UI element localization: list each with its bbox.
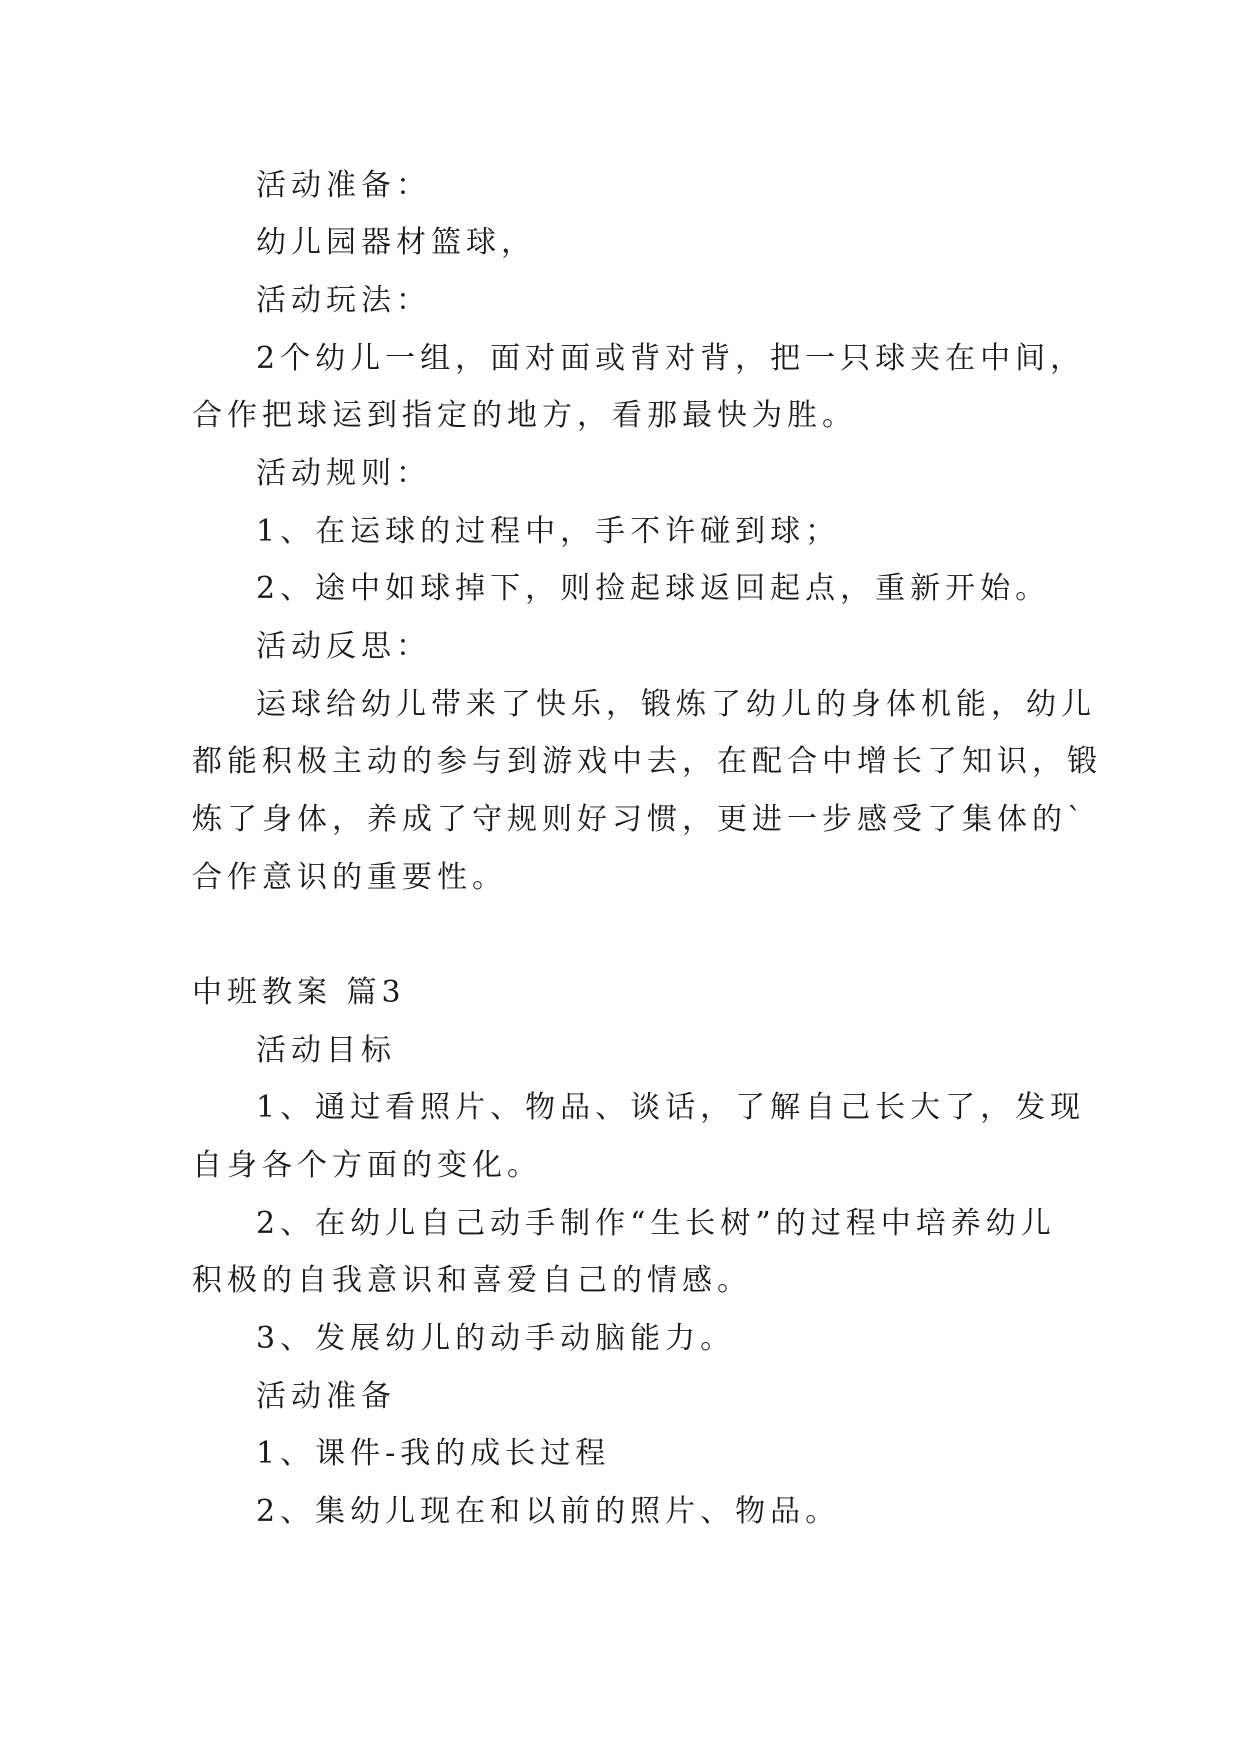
goal-1-line-1: 1、通过看照片、物品、谈话，了解自己长大了，发现: [256, 1090, 1086, 1125]
prep-item-1: 1、课件-我的成长过程: [256, 1436, 611, 1471]
reflect-paragraph-line-3: 炼了身体，养成了守规则好习惯，更进一步感受了集体的`: [192, 802, 1087, 837]
rule-item-1: 1、在运球的过程中，手不许碰到球；: [256, 514, 841, 549]
rules-heading: 活动规则：: [256, 456, 431, 491]
prep-text: 幼儿园器材篮球，: [256, 225, 536, 260]
reflect-paragraph-line-2: 都能积极主动的参与到游戏中去，在配合中增长了知识，锻: [192, 744, 1102, 779]
goal-2-line-1: 2、在幼儿自己动手制作“生长树”的过程中培养幼儿: [256, 1206, 1056, 1241]
goal-1-line-2: 自身各个方面的变化。: [192, 1148, 542, 1183]
goal-2-line-2: 积极的自我意识和喜爱自己的情感。: [192, 1263, 752, 1298]
prep-heading-2: 活动准备: [256, 1379, 396, 1414]
goal-3: 3、发展幼儿的动手动脑能力。: [256, 1321, 736, 1356]
prep-item-2: 2、集幼儿现在和以前的照片、物品。: [256, 1494, 841, 1529]
reflect-paragraph-line-4: 合作意识的重要性。: [192, 860, 507, 895]
reflect-heading: 活动反思：: [256, 629, 431, 664]
reflect-paragraph-line-1: 运球给幼儿带来了快乐，锻炼了幼儿的身体机能，幼儿: [256, 687, 1096, 722]
section-title: 中班教案 篇3: [192, 975, 406, 1010]
goal-heading: 活动目标: [256, 1033, 396, 1068]
play-heading: 活动玩法：: [256, 283, 431, 318]
play-paragraph-line-1: 2个幼儿一组，面对面或背对背，把一只球夹在中间，: [256, 341, 1086, 376]
play-paragraph-line-2: 合作把球运到指定的地方，看那最快为胜。: [192, 398, 857, 433]
rule-item-2: 2、途中如球掉下，则捡起球返回起点，重新开始。: [256, 571, 1051, 606]
prep-heading: 活动准备：: [256, 168, 431, 203]
